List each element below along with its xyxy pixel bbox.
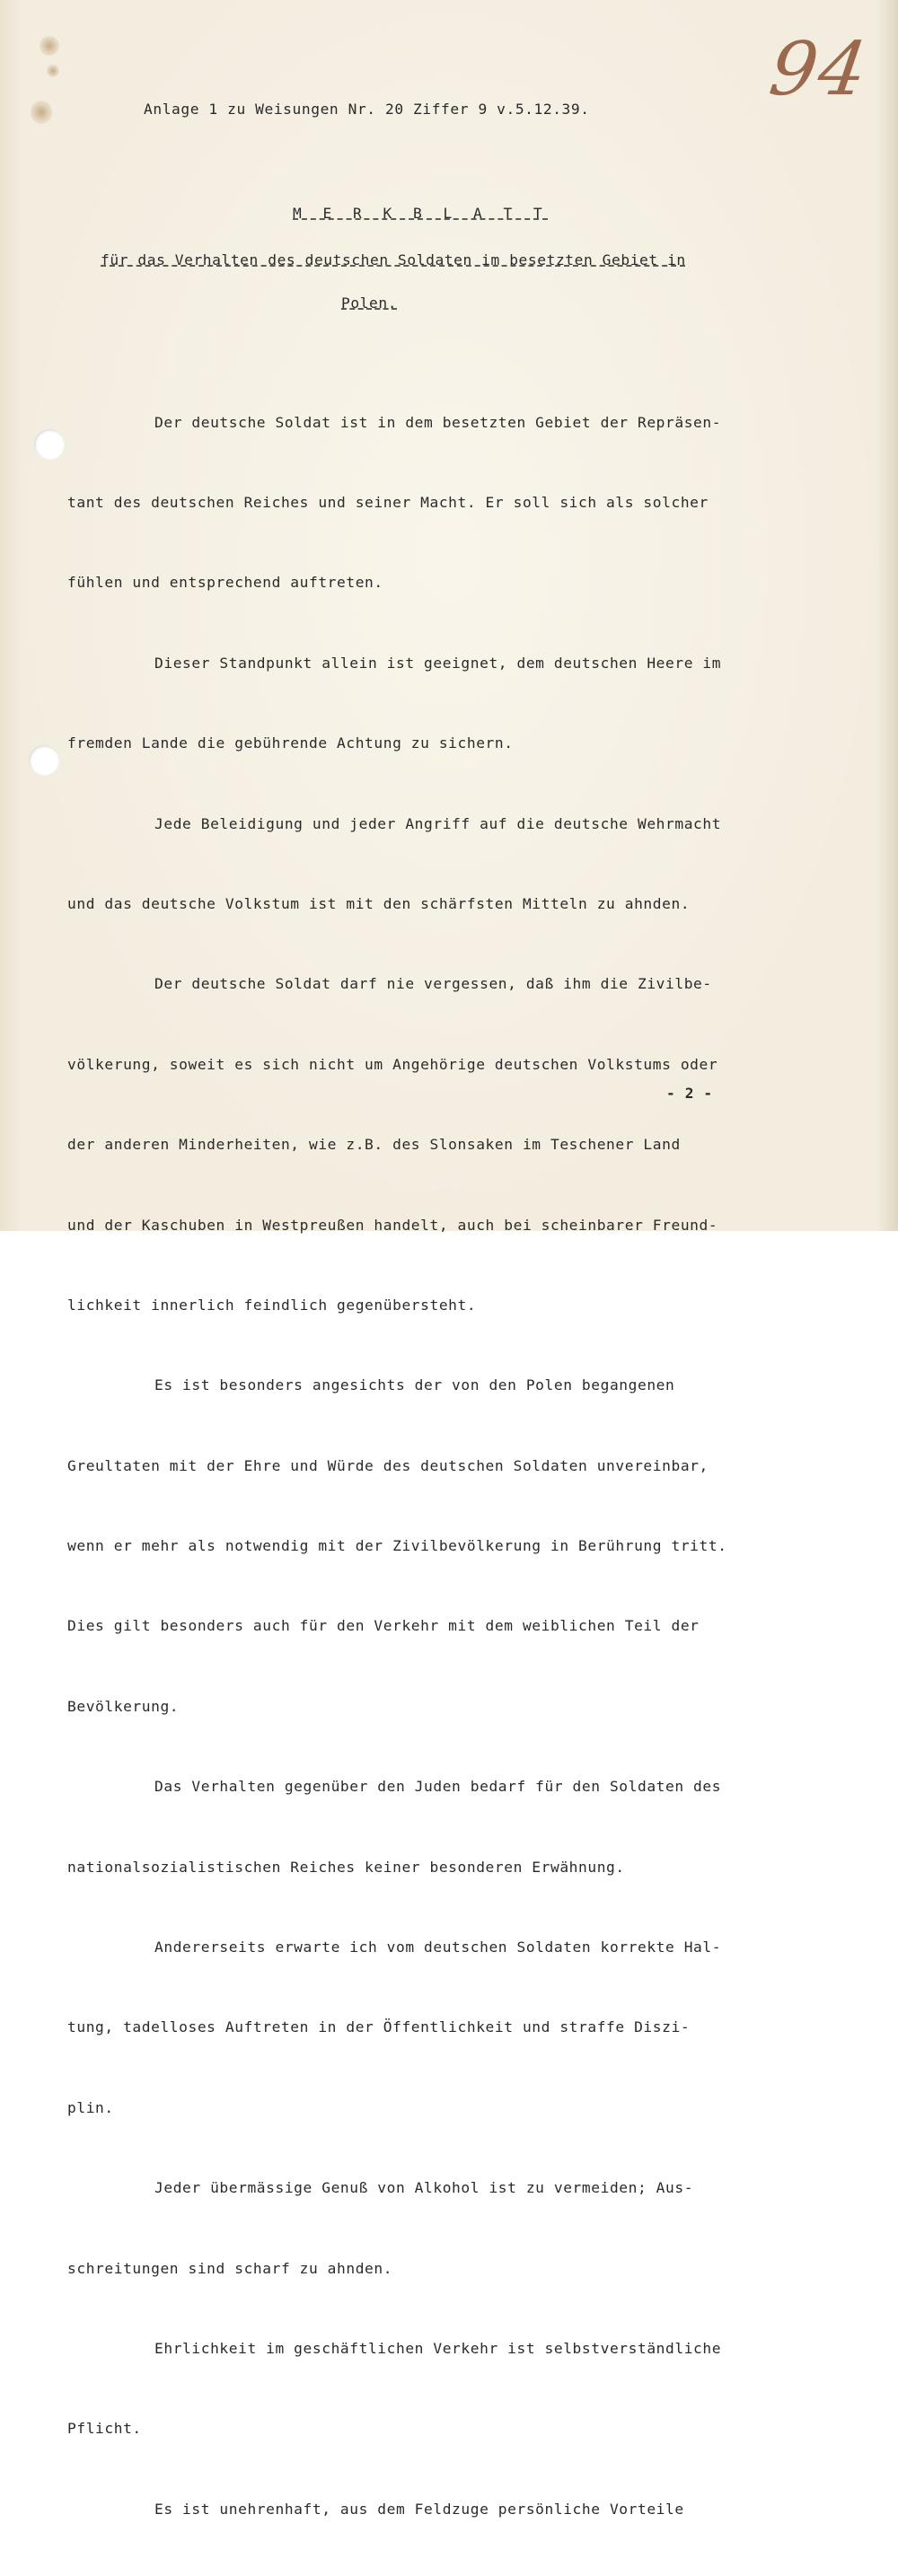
body-line: der anderen Minderheiten, wie z.B. des Slonsaken im Teschener Land	[67, 1136, 681, 1154]
body-line: lichkeit innerlich feindlich gegenübersteht.	[67, 1296, 477, 1314]
body-line: Es ist besonders angesichts der von den Polen begangenen	[154, 1376, 675, 1394]
rust-stain-middle	[47, 65, 59, 77]
body-line: Greultaten mit der Ehre und Würde des deutschen Soldaten unvereinbar,	[67, 1456, 709, 1474]
body-line: Dies gilt besonders auch für den Verkehr mit dem weiblichen Teil der	[67, 1617, 700, 1635]
rust-stain-top	[40, 36, 59, 56]
document-subtitle: für das Verhalten des deutschen Soldaten im besetzten Gebiet in	[101, 251, 686, 268]
body-line: und der Kaschuben in Westpreußen handelt, auch bei scheinbarer Freund-	[67, 1216, 718, 1234]
punch-hole-lower	[29, 745, 59, 776]
body-line: tant des deutschen Reiches und seiner Macht. Er soll sich als solcher	[67, 493, 709, 511]
body-line: Das Verhalten gegenüber den Juden bedarf für den Soldaten des	[154, 1778, 722, 1796]
body-line: Bevölkerung.	[67, 1697, 180, 1715]
document-title: M E R K B L A T T	[293, 205, 549, 222]
body-line: Es ist unehrenhaft, aus dem Feldzuge persönliche Vorteile	[154, 2500, 684, 2518]
handwritten-archive-number: 94	[764, 27, 875, 112]
body-line: Der deutsche Soldat ist in dem besetzten Gebiet der Repräsen-	[154, 413, 722, 431]
punch-hole-upper	[34, 429, 65, 460]
body-line: schreitungen sind scharf zu ahnden.	[67, 2259, 393, 2277]
body-line: Jede Beleidigung und jeder Angriff auf die deutsche Wehrmacht	[154, 814, 722, 832]
body-line: Ehrlichkeit im geschäftlichen Verkehr ist selbstverständliche	[154, 2339, 722, 2357]
body-line: Pflicht.	[67, 2420, 142, 2438]
body-line: fremden Lande die gebührende Achtung zu sichern.	[67, 734, 514, 752]
page-number: - 2 -	[666, 1085, 713, 1102]
document-subtitle-continued: Polen.	[341, 295, 398, 312]
header-reference-line: Anlage 1 zu Weisungen Nr. 20 Ziffer 9 v.5.12.39.	[144, 101, 590, 118]
body-line: Dieser Standpunkt allein ist geeignet, dem deutschen Heere im	[154, 654, 722, 672]
body-line: wenn er mehr als notwendig mit der Zivilbevölkerung in Berührung tritt.	[67, 1537, 727, 1555]
body-line: plin.	[67, 2098, 114, 2116]
body-line: Jeder übermässige Genuß von Alkohol ist zu vermeiden; Aus-	[154, 2179, 694, 2197]
body-line: nationalsozialistischen Reiches keiner besonderen Erwähnung.	[67, 1858, 625, 1876]
body-line: und das deutsche Volkstum ist mit den schärfsten Mitteln zu ahnden.	[67, 894, 691, 912]
body-line: tung, tadelloses Auftreten in der Öffentlichkeit und straffe Diszi-	[67, 2018, 691, 2036]
body-line: fühlen und entsprechend auftreten.	[67, 574, 383, 592]
rust-stain-lower	[31, 101, 52, 124]
document-body	[67, 356, 727, 2576]
body-line: Der deutsche Soldat darf nie vergessen, daß ihm die Zivilbe-	[154, 975, 712, 993]
body-line: völkerung, soweit es sich nicht um Angehörige deutschen Volkstums oder	[67, 1055, 718, 1073]
body-line: Andererseits erwarte ich vom deutschen Soldaten korrekte Hal-	[154, 1939, 722, 1956]
